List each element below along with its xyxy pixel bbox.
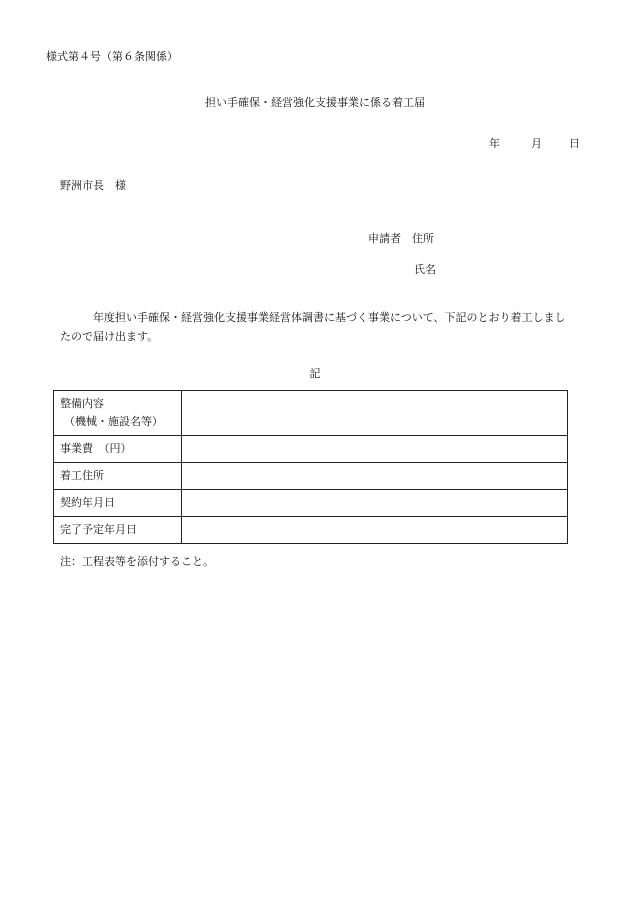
table-row xyxy=(54,463,568,490)
date-day: 日 xyxy=(569,137,580,150)
date-month: 月 xyxy=(531,137,542,150)
row-value-completion-date[interactable] xyxy=(182,517,568,544)
applicant-name-label: 氏名 xyxy=(414,263,436,276)
row-value-cost[interactable] xyxy=(182,436,568,463)
table-row xyxy=(54,490,568,517)
row-value-contract-date[interactable] xyxy=(182,490,568,517)
body-text: 年度担い手確保・経営強化支援事業経営体調書に基づく事業について、下記のとおり着工しましたので届け出ます。 xyxy=(60,311,566,343)
row-sublabel-text: （機械・施設名等） xyxy=(64,415,163,428)
note: 注：工程表等を添付すること。 xyxy=(60,555,214,568)
row-value-site-address[interactable] xyxy=(182,463,568,490)
date-year: 年 xyxy=(489,137,500,150)
ki-heading: 記 xyxy=(309,367,321,380)
table-row xyxy=(54,436,568,463)
row-value-equipment[interactable] xyxy=(182,391,568,436)
addressee: 野洲市長 様 xyxy=(60,179,126,192)
table-row xyxy=(54,391,568,436)
document-title: 担い手確保・経営強化支援事業に係る着工届 xyxy=(205,96,425,109)
detail-table xyxy=(53,390,568,544)
table-row xyxy=(54,517,568,544)
row-label-cost: 事業費 （円） xyxy=(54,436,182,463)
row-label-site-address: 着工住所 xyxy=(54,463,182,490)
row-label-completion-date: 完了予定年月日 xyxy=(54,517,182,544)
row-label-text: 整備内容 xyxy=(60,397,104,410)
form-number: 様式第４号（第６条関係） xyxy=(46,50,178,63)
row-label-equipment xyxy=(54,391,182,436)
applicant-address-label: 申請者 住所 xyxy=(368,232,434,245)
date-line xyxy=(489,137,580,151)
row-label-contract-date: 契約年月日 xyxy=(54,490,182,517)
